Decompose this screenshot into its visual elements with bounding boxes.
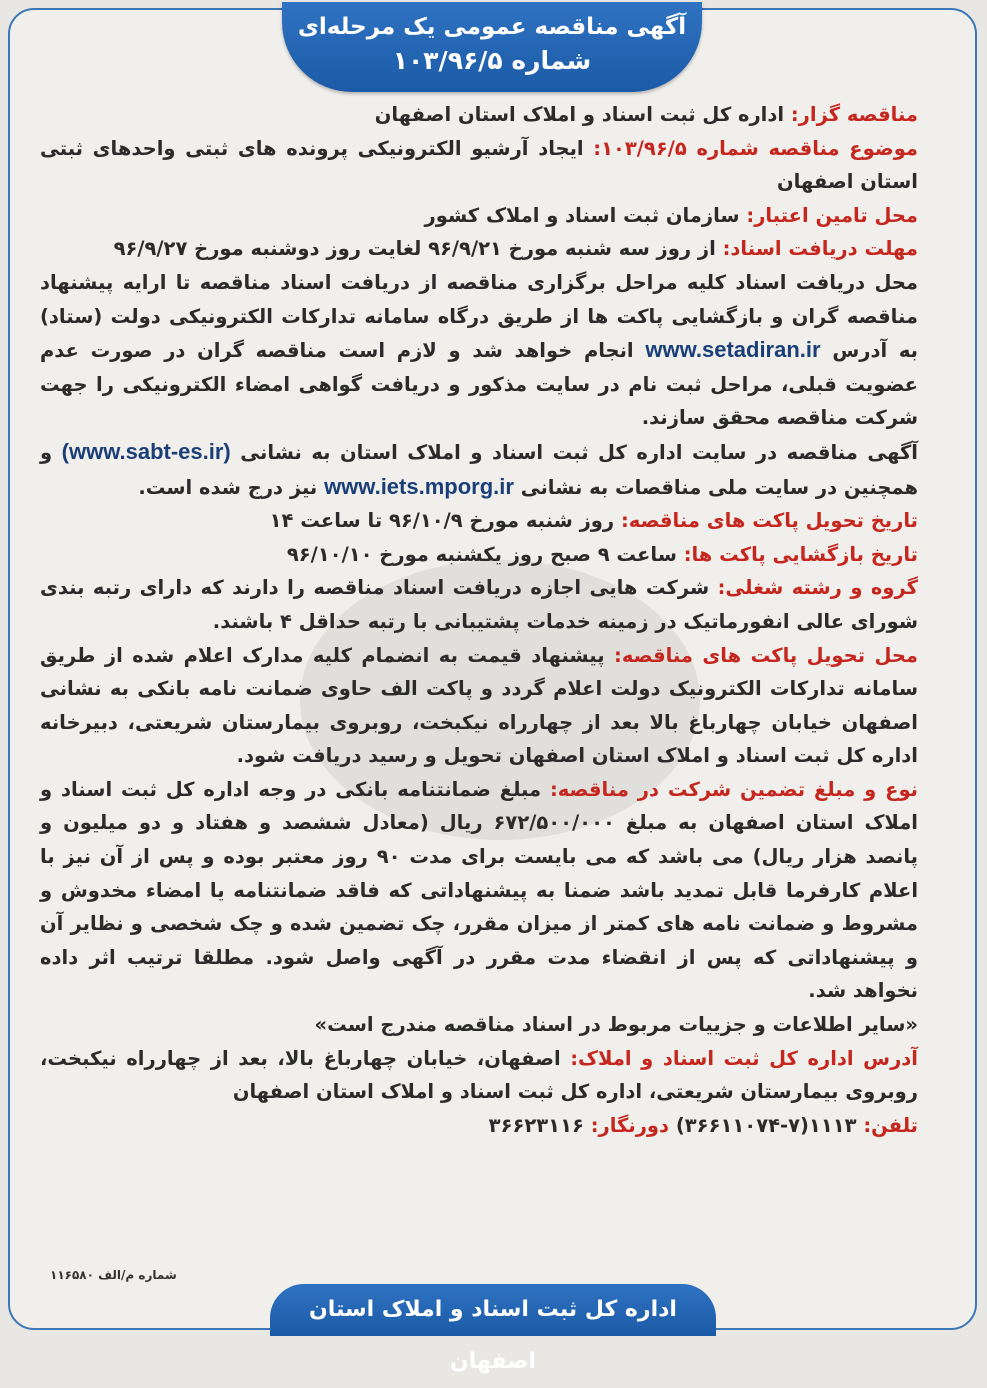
fax-text: ۳۶۶۲۳۱۱۶ <box>488 1113 584 1137</box>
documents-text-b: انجام خواهد شد و لازم است مناقصه گران در صورت عدم عضویت قبلی، مراحل ثبت نام در سایت مذکور و دریافت گواهی امضاء الکترونیکی را جهت شرکت مناقصه محقق سازند. <box>40 339 918 430</box>
phone-text: ۱۱۱۳(۷-۳۶۶۱۱۰۷۴) <box>675 1113 857 1137</box>
organizer-label: مناقصه گزار: <box>790 103 918 126</box>
guarantee-line <box>40 773 918 1008</box>
funding-line <box>40 199 918 233</box>
reference-number: شماره م/الف ۱۱۶۵۸۰ <box>50 1268 177 1282</box>
group-label: گروه و رشته شغلی: <box>717 576 918 600</box>
iets-link[interactable]: www.iets.mporg.ir <box>324 473 514 499</box>
publication-text-b: و همچنین در سایت ملی مناقصات به نشانی <box>40 440 918 499</box>
header-badge <box>282 2 702 92</box>
group-line <box>40 571 918 638</box>
subject-line <box>40 132 918 199</box>
delivery-date-text: روز شنبه مورخ ۹۶/۱۰/۹ تا ساعت ۱۴ <box>269 509 615 533</box>
delivery-place-line <box>40 639 918 773</box>
fax-label: دورنگار: <box>590 1113 670 1137</box>
setad-link[interactable]: www.setadiran.ir <box>645 337 821 363</box>
funding-label: محل تامین اعتبار: <box>746 203 918 227</box>
notice-body <box>40 98 918 1142</box>
guarantee-text: مبلغ ضمانتنامه بانکی در وجه اداره کل ثبت اسناد و املاک استان اصفهان به مبلغ ۶۷۲/۵۰۰/۰۰۰ ریال (معادل ششصد و هفتاد و دو میلیون و پانصد هزار ریال) می باشد که می بایست برای مدت ۹۰ روز معتبر بوده و پس از آن نیز با اعلام کارفرما قابل تمدید باشد ضمنا به پیشنهاداتی که فاقد ضمانتنامه یا امضاء مخدوش و مشروط و ضمانت نامه های کمتر از میزان مقرر، چک تضمین شده و چک شخصی و نظایر آن و پیشنهاداتی که پس از انقضاء مدت مقرر در آگهی واصل شود. مطلقا ترتیب اثر داده نخواهد شد. <box>40 777 919 1003</box>
subject-label: موضوع مناقصه شماره ۱۰۳/۹۶/۵: <box>593 136 918 160</box>
group-text: شرکت هایی اجازه دریافت اسناد مناقصه را دارند که دارای رتبه بندی شورای عالی انفورماتیک در زمینه خدمات پشتیبانی با رتبه حداقل ۴ باشند. <box>40 576 918 633</box>
deadline-text: از روز سه شنبه مورخ ۹۶/۹/۲۱ لغایت روز دوشنبه مورخ ۹۶/۹/۲۷ <box>113 237 716 261</box>
notice-number: شماره ۱۰۳/۹۶/۵ <box>392 46 592 75</box>
organizer-text: اداره کل ثبت اسناد و املاک استان اصفهان <box>374 103 785 126</box>
deadline-line <box>40 232 918 266</box>
publication-text-a: آگهی مناقصه در سایت اداره کل ثبت اسناد و املاک استان به نشانی <box>240 440 918 464</box>
notice-title: آگهی مناقصه عمومی یک مرحله‌ای <box>297 14 687 40</box>
other-info-text: «سایر اطلاعات و جزییات مربوط در اسناد مناقصه مندرج است» <box>314 1013 918 1037</box>
deadline-label: مهلت دریافت اسناد: <box>722 237 918 261</box>
sabt-link[interactable]: (www.sabt-es.ir) <box>61 438 231 464</box>
funding-text: سازمان ثبت اسناد و املاک کشور <box>424 203 740 227</box>
subject-text: ایجاد آرشیو الکترونیکی پرونده های ثبتی واحدهای ثبتی استان اصفهان <box>40 136 918 194</box>
delivery-date-label: تاریخ تحویل پاکت های مناقصه: <box>620 509 918 533</box>
opening-label: تاریخ بازگشایی پاکت ها: <box>683 542 918 566</box>
publication-paragraph <box>40 435 918 504</box>
guarantee-label: نوع و مبلغ تضمین شرکت در مناقصه: <box>549 777 918 801</box>
delivery-date-line <box>40 504 918 538</box>
publication-text-c: نیز درج شده است. <box>138 475 318 499</box>
opening-text: ساعت ۹ صبح روز یکشنبه مورخ ۹۶/۱۰/۱۰ <box>286 542 677 566</box>
footer-organization: اداره کل ثبت اسناد و املاک استان اصفهان <box>270 1284 716 1336</box>
address-text: اصفهان، خیابان چهارباغ بالا، بعد از چهارراه نیکبخت، روبروی بیمارستان شریعتی، اداره کل ثبت اسناد و املاک استان اصفهان <box>40 1046 918 1104</box>
delivery-place-text: پیشنهاد قیمت به انضمام کلیه مدارک اعلام شده از طریق سامانه تدارکات الکترونیک دولت اعلام گردد و پاکت الف حاوی ضمانت نامه بانکی به نشانی اصفهان خیابان چهارباغ بالا بعد از چهارراه نیکبخت، روبروی بیمارستان شریعتی، دبیرخانه اداره کل ثبت اسناد و املاک استان اصفهان تحویل و رسید دریافت شود. <box>40 643 918 768</box>
address-line <box>40 1042 918 1109</box>
address-label: آدرس اداره کل ثبت اسناد و املاک: <box>570 1046 918 1070</box>
other-info-line <box>40 1008 918 1042</box>
phone-label: تلفن: <box>863 1113 918 1137</box>
opening-line <box>40 538 918 572</box>
organizer-line <box>40 98 918 132</box>
documents-text-a: محل دریافت اسناد کلیه مراحل برگزاری مناقصه از دریافت اسناد مناقصه تا ارایه پیشنهاد مناقصه گران و بازگشایی پاکت ها از طریق درگاه سامانه تدارکات الکترونیکی دولت (ستاد) به آدرس <box>40 270 918 363</box>
contact-line <box>40 1109 918 1143</box>
documents-paragraph <box>40 266 918 435</box>
delivery-place-label: محل تحویل پاکت های مناقصه: <box>614 643 918 667</box>
